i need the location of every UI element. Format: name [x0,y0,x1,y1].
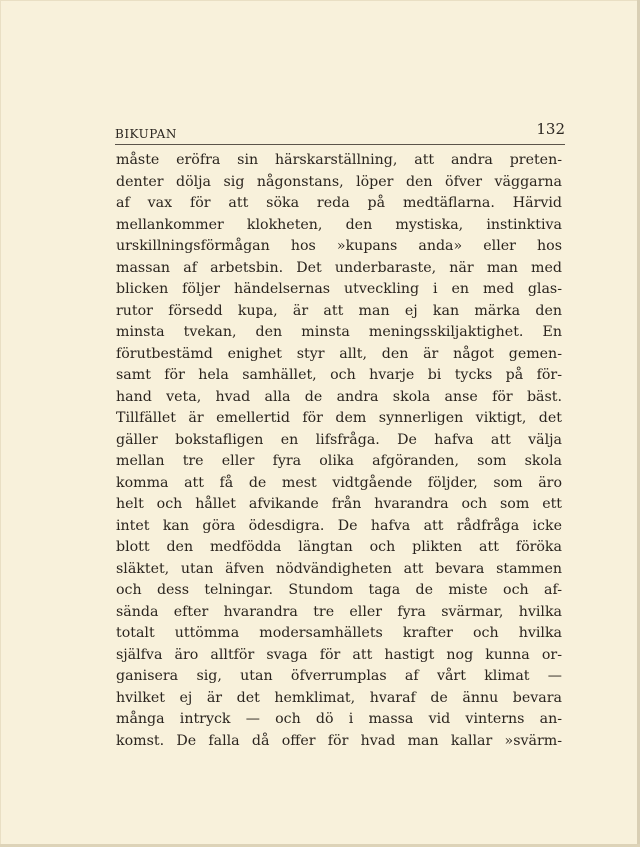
text-line: själfva äro alltför svaga för att hastigt nog kunna or- [116,646,562,663]
text-line: massan af arbetsbin. Det underbaraste, när man med [116,259,562,276]
text-line: förutbestämd enighet styr allt, den är något gemen- [116,345,562,362]
text-line: samt för hela samhället, och hvarje bi tycks på för- [116,367,562,383]
text-line: mellankommer klokheten, den mystiska, instinktiva [116,216,562,233]
header-rule [115,144,565,145]
text-line: minsta tvekan, den minsta meningsskiljaktighet. En [116,324,562,340]
text-line: intet kan göra ödesdigra. De hafva att rådfråga icke [116,517,562,534]
text-line: komma att få de mest vidtgående följder, som äro [116,474,562,491]
text-line: rutor försedd kupa, är att man ej kan märka den [116,302,562,319]
text-line: släktet, utan äfven nödvändigheten att bevara stammen [116,560,562,577]
text-line: komst. De falla då offer för hvad man kallar »svärm- [116,732,562,749]
text-line: många intryck — och dö i massa vid vinterns an- [116,711,562,727]
text-line: ganisera sig, utan öfverrumplas af vårt klimat — [116,668,562,684]
text-line: och dess telningar. Stundom taga de miste och af- [116,582,562,598]
text-line: denter dölja sig någonstans, löper den öfver väggarna [116,173,562,190]
text-line: sända efter hvarandra tre eller fyra svärmar, hvilka [116,603,562,620]
body-text [116,150,562,752]
text-line: totalt uttömma modersamhällets krafter och hvilka [116,625,562,641]
text-line: mellan tre eller fyra olika afgöranden, som skola [116,453,562,469]
text-line: hvilket ej är det hemklimat, hvaraf de ännu bevara [116,689,562,706]
text-line: måste eröfra sin härskarställning, att andra preten- [116,152,562,168]
text-line: urskillningsförmågan hos »kupans anda» eller hos [116,238,562,254]
text-line: hand veta, hvad alla de andra skola anse för bäst. [116,388,562,405]
running-title: BIKUPAN [115,127,177,141]
text-line: helt och hållet afvikande från hvarandra och som ett [116,496,562,512]
text-line: blott den medfödda längtan och plikten att föröka [116,539,562,555]
text-line: Tillfället är emellertid för dem synnerligen viktigt, det [116,410,562,426]
page-number: 132 [536,120,565,138]
text-line: af vax för att söka reda på medtäflarna. Härvid [116,195,562,211]
text-line: blicken följer händelsernas utveckling i en med glas- [116,281,562,297]
text-line: gäller bokstafligen en lifsfråga. De hafva att välja [116,431,562,448]
